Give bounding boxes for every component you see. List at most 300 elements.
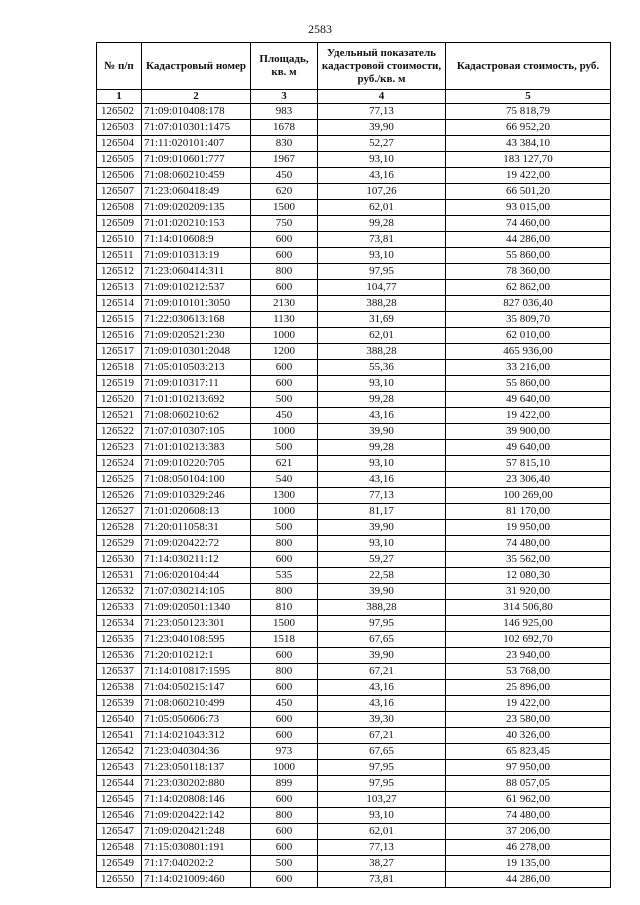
unit-rate-cell: 59,27 (318, 552, 446, 568)
row-index-cell: 126522 (97, 424, 142, 440)
unit-rate-cell: 39,90 (318, 648, 446, 664)
unit-rate-cell: 62,01 (318, 328, 446, 344)
area-cell: 500 (251, 392, 318, 408)
row-index-cell: 126527 (97, 504, 142, 520)
cadastral-number-cell: 71:14:010817:1595 (142, 664, 251, 680)
table-row (97, 440, 611, 456)
cadastral-number-cell: 71:09:010212:537 (142, 280, 251, 296)
table-row (97, 856, 611, 872)
unit-rate-cell: 39,90 (318, 520, 446, 536)
cadastral-value-cell: 33 216,00 (446, 360, 611, 376)
area-cell: 983 (251, 104, 318, 120)
cadastral-number-cell: 71:14:021043:312 (142, 728, 251, 744)
cadastral-number-cell: 71:07:010307:105 (142, 424, 251, 440)
table-row (97, 648, 611, 664)
unit-rate-cell: 388,28 (318, 344, 446, 360)
table-row (97, 408, 611, 424)
table-row (97, 808, 611, 824)
cadastral-value-cell: 44 286,00 (446, 232, 611, 248)
row-index-cell: 126521 (97, 408, 142, 424)
cadastral-value-cell: 23 940,00 (446, 648, 611, 664)
table-row (97, 632, 611, 648)
table-row (97, 824, 611, 840)
cadastral-value-cell: 146 925,00 (446, 616, 611, 632)
cadastral-number-cell: 71:09:010317:11 (142, 376, 251, 392)
cadastral-number-cell: 71:08:050104:100 (142, 472, 251, 488)
cadastral-value-cell: 19 950,00 (446, 520, 611, 536)
cadastral-number-cell: 71:09:020422:142 (142, 808, 251, 824)
row-index-cell: 126503 (97, 120, 142, 136)
row-index-cell: 126520 (97, 392, 142, 408)
unit-rate-cell: 39,90 (318, 120, 446, 136)
cadastral-number-cell: 71:23:040304:36 (142, 744, 251, 760)
row-index-cell: 126539 (97, 696, 142, 712)
row-index-cell: 126515 (97, 312, 142, 328)
cadastral-number-cell: 71:09:010313:19 (142, 248, 251, 264)
cadastral-number-cell: 71:01:010213:692 (142, 392, 251, 408)
cadastral-number-cell: 71:09:010408:178 (142, 104, 251, 120)
table-row (97, 312, 611, 328)
cadastral-number-cell: 71:23:040108:595 (142, 632, 251, 648)
cadastral-value-cell: 43 384,10 (446, 136, 611, 152)
cadastral-value-cell: 35 562,00 (446, 552, 611, 568)
cadastral-number-cell: 71:22:030613:168 (142, 312, 251, 328)
row-index-cell: 126546 (97, 808, 142, 824)
table-row (97, 600, 611, 616)
table-row (97, 776, 611, 792)
cadastral-number-cell: 71:09:010101:3050 (142, 296, 251, 312)
table-row (97, 104, 611, 120)
unit-rate-cell: 52,27 (318, 136, 446, 152)
unit-rate-cell: 31,69 (318, 312, 446, 328)
cadastral-number-cell: 71:14:021009:460 (142, 872, 251, 888)
row-index-cell: 126532 (97, 584, 142, 600)
unit-rate-cell: 73,81 (318, 872, 446, 888)
area-cell: 600 (251, 248, 318, 264)
unit-rate-cell: 104,77 (318, 280, 446, 296)
area-cell: 1000 (251, 424, 318, 440)
unit-rate-cell: 107,26 (318, 184, 446, 200)
area-cell: 1300 (251, 488, 318, 504)
cadastral-value-cell: 74 480,00 (446, 536, 611, 552)
cadastral-value-cell: 49 640,00 (446, 440, 611, 456)
area-cell: 1500 (251, 200, 318, 216)
row-index-cell: 126535 (97, 632, 142, 648)
column-number: 5 (446, 90, 611, 104)
cadastral-number-cell: 71:05:050606:73 (142, 712, 251, 728)
row-index-cell: 126504 (97, 136, 142, 152)
unit-rate-cell: 39,30 (318, 712, 446, 728)
cadastral-value-cell: 465 936,00 (446, 344, 611, 360)
unit-rate-cell: 93,10 (318, 248, 446, 264)
cadastral-number-cell: 71:08:060210:499 (142, 696, 251, 712)
table-row (97, 344, 611, 360)
area-cell: 450 (251, 408, 318, 424)
unit-rate-cell: 93,10 (318, 456, 446, 472)
table-row (97, 584, 611, 600)
cadastral-number-cell: 71:14:030211:12 (142, 552, 251, 568)
table-body (97, 104, 611, 888)
cadastral-value-cell: 23 580,00 (446, 712, 611, 728)
area-cell: 600 (251, 376, 318, 392)
unit-rate-cell: 97,95 (318, 616, 446, 632)
cadastral-value-cell: 62 862,00 (446, 280, 611, 296)
row-index-cell: 126526 (97, 488, 142, 504)
cadastral-number-cell: 71:08:060210:62 (142, 408, 251, 424)
row-index-cell: 126519 (97, 376, 142, 392)
table-row (97, 376, 611, 392)
unit-rate-cell: 43,16 (318, 472, 446, 488)
cadastral-value-cell: 40 326,00 (446, 728, 611, 744)
cadastral-value-cell: 49 640,00 (446, 392, 611, 408)
area-cell: 2130 (251, 296, 318, 312)
area-cell: 450 (251, 168, 318, 184)
cadastral-number-cell: 71:04:050215:147 (142, 680, 251, 696)
unit-rate-cell: 93,10 (318, 808, 446, 824)
table-row (97, 616, 611, 632)
column-number-row (97, 90, 611, 104)
cadastral-value-cell: 97 950,00 (446, 760, 611, 776)
cadastral-number-cell: 71:23:030202:880 (142, 776, 251, 792)
row-index-cell: 126534 (97, 616, 142, 632)
header-cadastral-number: Кадастровый номер (142, 43, 251, 90)
table-row (97, 760, 611, 776)
row-index-cell: 126517 (97, 344, 142, 360)
cadastral-number-cell: 71:01:020608:13 (142, 504, 251, 520)
area-cell: 800 (251, 536, 318, 552)
area-cell: 600 (251, 552, 318, 568)
cadastral-number-cell: 71:15:030801:191 (142, 840, 251, 856)
cadastral-value-cell: 100 269,00 (446, 488, 611, 504)
unit-rate-cell: 43,16 (318, 168, 446, 184)
cadastral-number-cell: 71:09:010601:777 (142, 152, 251, 168)
cadastral-number-cell: 71:23:060418:49 (142, 184, 251, 200)
column-number: 4 (318, 90, 446, 104)
cadastral-value-cell: 74 480,00 (446, 808, 611, 824)
table-row (97, 216, 611, 232)
row-index-cell: 126524 (97, 456, 142, 472)
row-index-cell: 126516 (97, 328, 142, 344)
table-row (97, 296, 611, 312)
area-cell: 1500 (251, 616, 318, 632)
row-index-cell: 126538 (97, 680, 142, 696)
header-area: Площадь, кв. м (251, 43, 318, 90)
unit-rate-cell: 93,10 (318, 376, 446, 392)
cadastral-number-cell: 71:23:050118:137 (142, 760, 251, 776)
unit-rate-cell: 38,27 (318, 856, 446, 872)
cadastral-value-cell: 102 692,70 (446, 632, 611, 648)
unit-rate-cell: 22,58 (318, 568, 446, 584)
area-cell: 973 (251, 744, 318, 760)
table-row (97, 472, 611, 488)
cadastral-number-cell: 71:01:010213:383 (142, 440, 251, 456)
cadastral-value-cell: 65 823,45 (446, 744, 611, 760)
cadastral-number-cell: 71:23:050123:301 (142, 616, 251, 632)
cadastral-value-cell: 55 860,00 (446, 248, 611, 264)
unit-rate-cell: 97,95 (318, 264, 446, 280)
area-cell: 750 (251, 216, 318, 232)
table-row (97, 488, 611, 504)
table-row (97, 424, 611, 440)
cadastral-value-cell: 55 860,00 (446, 376, 611, 392)
cadastral-value-cell: 44 286,00 (446, 872, 611, 888)
table-row (97, 248, 611, 264)
row-index-cell: 126513 (97, 280, 142, 296)
table-row (97, 360, 611, 376)
area-cell: 540 (251, 472, 318, 488)
cadastral-number-cell: 71:07:010301:1475 (142, 120, 251, 136)
cadastral-number-cell: 71:09:020501:1340 (142, 600, 251, 616)
table-row (97, 552, 611, 568)
area-cell: 600 (251, 360, 318, 376)
row-index-cell: 126536 (97, 648, 142, 664)
unit-rate-cell: 388,28 (318, 600, 446, 616)
area-cell: 600 (251, 824, 318, 840)
row-index-cell: 126530 (97, 552, 142, 568)
unit-rate-cell: 93,10 (318, 152, 446, 168)
table-row (97, 568, 611, 584)
cadastral-value-cell: 827 036,40 (446, 296, 611, 312)
area-cell: 600 (251, 792, 318, 808)
cadastral-value-cell: 12 080,30 (446, 568, 611, 584)
table-row (97, 392, 611, 408)
area-cell: 1000 (251, 760, 318, 776)
row-index-cell: 126518 (97, 360, 142, 376)
row-index-cell: 126511 (97, 248, 142, 264)
table-row (97, 520, 611, 536)
table-row (97, 872, 611, 888)
table-row (97, 728, 611, 744)
column-number: 2 (142, 90, 251, 104)
unit-rate-cell: 67,65 (318, 744, 446, 760)
table-row (97, 744, 611, 760)
column-number: 3 (251, 90, 318, 104)
unit-rate-cell: 77,13 (318, 840, 446, 856)
row-index-cell: 126508 (97, 200, 142, 216)
table-row (97, 680, 611, 696)
unit-rate-cell: 77,13 (318, 104, 446, 120)
cadastral-number-cell: 71:09:010220:705 (142, 456, 251, 472)
cadastral-value-cell: 46 278,00 (446, 840, 611, 856)
cadastral-number-cell: 71:09:020422:72 (142, 536, 251, 552)
area-cell: 800 (251, 264, 318, 280)
cadastral-number-cell: 71:08:060210:459 (142, 168, 251, 184)
table-row (97, 264, 611, 280)
header-index: № п/п (97, 43, 142, 90)
cadastral-value-cell: 19 422,00 (446, 696, 611, 712)
unit-rate-cell: 39,90 (318, 424, 446, 440)
area-cell: 1967 (251, 152, 318, 168)
row-index-cell: 126540 (97, 712, 142, 728)
cadastral-value-cell: 25 896,00 (446, 680, 611, 696)
cadastral-value-cell: 74 460,00 (446, 216, 611, 232)
header-unit-rate: Удельный показатель кадастровой стоимости, руб./кв. м (318, 43, 446, 90)
unit-rate-cell: 103,27 (318, 792, 446, 808)
cadastral-value-cell: 75 818,79 (446, 104, 611, 120)
cadastral-number-cell: 71:06:020104:44 (142, 568, 251, 584)
area-cell: 600 (251, 648, 318, 664)
cadastral-value-cell: 61 962,00 (446, 792, 611, 808)
row-index-cell: 126543 (97, 760, 142, 776)
row-index-cell: 126505 (97, 152, 142, 168)
table-row (97, 120, 611, 136)
unit-rate-cell: 43,16 (318, 408, 446, 424)
unit-rate-cell: 77,13 (318, 488, 446, 504)
area-cell: 600 (251, 680, 318, 696)
cadastral-value-cell: 39 900,00 (446, 424, 611, 440)
row-index-cell: 126549 (97, 856, 142, 872)
cadastral-value-cell: 66 952,20 (446, 120, 611, 136)
row-index-cell: 126506 (97, 168, 142, 184)
unit-rate-cell: 99,28 (318, 392, 446, 408)
unit-rate-cell: 39,90 (318, 584, 446, 600)
cadastral-value-cell: 23 306,40 (446, 472, 611, 488)
unit-rate-cell: 67,21 (318, 664, 446, 680)
row-index-cell: 126547 (97, 824, 142, 840)
cadastral-number-cell: 71:09:010301:2048 (142, 344, 251, 360)
area-cell: 500 (251, 520, 318, 536)
table-row (97, 792, 611, 808)
area-cell: 800 (251, 584, 318, 600)
area-cell: 1130 (251, 312, 318, 328)
unit-rate-cell: 388,28 (318, 296, 446, 312)
area-cell: 800 (251, 808, 318, 824)
area-cell: 600 (251, 232, 318, 248)
cadastral-number-cell: 71:23:060414:311 (142, 264, 251, 280)
area-cell: 1000 (251, 504, 318, 520)
cadastral-value-cell: 78 360,00 (446, 264, 611, 280)
area-cell: 1200 (251, 344, 318, 360)
unit-rate-cell: 55,36 (318, 360, 446, 376)
area-cell: 600 (251, 872, 318, 888)
area-cell: 600 (251, 728, 318, 744)
column-number: 1 (97, 90, 142, 104)
row-index-cell: 126544 (97, 776, 142, 792)
cadastral-value-cell: 37 206,00 (446, 824, 611, 840)
unit-rate-cell: 93,10 (318, 536, 446, 552)
row-index-cell: 126509 (97, 216, 142, 232)
cadastral-value-cell: 93 015,00 (446, 200, 611, 216)
area-cell: 535 (251, 568, 318, 584)
cadastral-number-cell: 71:09:020209:135 (142, 200, 251, 216)
header-cadastral-value: Кадастровая стоимость, руб. (446, 43, 611, 90)
table-row (97, 696, 611, 712)
row-index-cell: 126529 (97, 536, 142, 552)
table-row (97, 712, 611, 728)
row-index-cell: 126510 (97, 232, 142, 248)
table-row (97, 184, 611, 200)
table-row (97, 504, 611, 520)
cadastral-number-cell: 71:09:020521:230 (142, 328, 251, 344)
row-index-cell: 126533 (97, 600, 142, 616)
area-cell: 899 (251, 776, 318, 792)
cadastral-value-cell: 81 170,00 (446, 504, 611, 520)
area-cell: 600 (251, 280, 318, 296)
cadastral-number-cell: 71:20:010212:1 (142, 648, 251, 664)
cadastral-number-cell: 71:05:010503:213 (142, 360, 251, 376)
table-row (97, 280, 611, 296)
area-cell: 500 (251, 440, 318, 456)
row-index-cell: 126548 (97, 840, 142, 856)
area-cell: 450 (251, 696, 318, 712)
area-cell: 500 (251, 856, 318, 872)
row-index-cell: 126523 (97, 440, 142, 456)
unit-rate-cell: 99,28 (318, 216, 446, 232)
unit-rate-cell: 97,95 (318, 776, 446, 792)
unit-rate-cell: 43,16 (318, 696, 446, 712)
cadastral-value-cell: 19 422,00 (446, 408, 611, 424)
unit-rate-cell: 62,01 (318, 824, 446, 840)
cadastral-value-cell: 314 506,80 (446, 600, 611, 616)
row-index-cell: 126525 (97, 472, 142, 488)
header-row (97, 43, 611, 90)
cadastral-number-cell: 71:20:011058:31 (142, 520, 251, 536)
area-cell: 1678 (251, 120, 318, 136)
table-row (97, 136, 611, 152)
row-index-cell: 126512 (97, 264, 142, 280)
area-cell: 600 (251, 840, 318, 856)
cadastral-value-cell: 35 809,70 (446, 312, 611, 328)
unit-rate-cell: 73,81 (318, 232, 446, 248)
cadastral-value-cell: 183 127,70 (446, 152, 611, 168)
table-row (97, 328, 611, 344)
row-index-cell: 126514 (97, 296, 142, 312)
cadastral-number-cell: 71:14:010608:9 (142, 232, 251, 248)
row-index-cell: 126541 (97, 728, 142, 744)
unit-rate-cell: 62,01 (318, 200, 446, 216)
table-row (97, 232, 611, 248)
cadastral-value-cell: 57 815,10 (446, 456, 611, 472)
cadastral-value-cell: 88 057,05 (446, 776, 611, 792)
cadastral-table (96, 42, 611, 888)
cadastral-number-cell: 71:14:020808:146 (142, 792, 251, 808)
area-cell: 621 (251, 456, 318, 472)
area-cell: 1000 (251, 328, 318, 344)
unit-rate-cell: 81,17 (318, 504, 446, 520)
table-row (97, 840, 611, 856)
unit-rate-cell: 67,21 (318, 728, 446, 744)
row-index-cell: 126502 (97, 104, 142, 120)
row-index-cell: 126507 (97, 184, 142, 200)
cadastral-value-cell: 19 135,00 (446, 856, 611, 872)
cadastral-number-cell: 71:11:020101:407 (142, 136, 251, 152)
cadastral-value-cell: 66 501,20 (446, 184, 611, 200)
table-row (97, 664, 611, 680)
table-row (97, 200, 611, 216)
table-row (97, 536, 611, 552)
page-number: 2583 (308, 22, 332, 36)
unit-rate-cell: 99,28 (318, 440, 446, 456)
unit-rate-cell: 43,16 (318, 680, 446, 696)
cadastral-value-cell: 19 422,00 (446, 168, 611, 184)
cadastral-value-cell: 31 920,00 (446, 584, 611, 600)
area-cell: 1518 (251, 632, 318, 648)
cadastral-number-cell: 71:09:010329:246 (142, 488, 251, 504)
cadastral-value-cell: 62 010,00 (446, 328, 611, 344)
row-index-cell: 126550 (97, 872, 142, 888)
area-cell: 810 (251, 600, 318, 616)
row-index-cell: 126531 (97, 568, 142, 584)
cadastral-number-cell: 71:01:020210:153 (142, 216, 251, 232)
cadastral-value-cell: 53 768,00 (446, 664, 611, 680)
row-index-cell: 126537 (97, 664, 142, 680)
row-index-cell: 126542 (97, 744, 142, 760)
row-index-cell: 126528 (97, 520, 142, 536)
area-cell: 620 (251, 184, 318, 200)
area-cell: 800 (251, 664, 318, 680)
unit-rate-cell: 97,95 (318, 760, 446, 776)
cadastral-number-cell: 71:17:040202:2 (142, 856, 251, 872)
